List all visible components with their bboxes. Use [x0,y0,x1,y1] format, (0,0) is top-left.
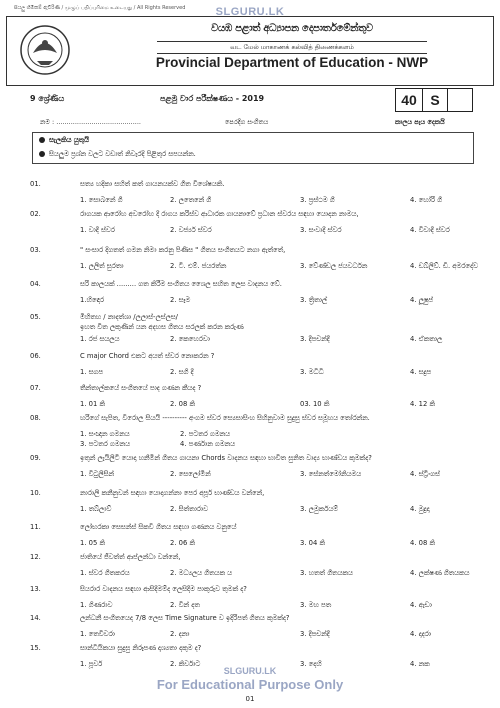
header-english: Provincial Department of Education - NWP [155,55,429,70]
answer-option-2[interactable]: 2. කිර්වාට [170,660,201,668]
answer-option-1[interactable]: 1. පූර්ව [80,660,103,668]
question-number: 02. [30,210,41,218]
answer-option-1[interactable]: 1. 05 කි [80,539,105,547]
bullet-icon [39,137,45,143]
answer-option-3[interactable]: 3. දෙහි [300,660,322,668]
question-text: මිහිතහ / නාදත්ශා /ලලාස්-ලස්ලස/ [80,313,178,321]
question-text: හරිගේ සැපිත, වීරොල සියයි ---------- අංගම ස්වර ස්‍යෙසාසිංහ සිහිනුවාම සුදුසු ස්වර සමූහය තෝරන්න. [80,414,370,422]
answer-option-1[interactable]: 1. ස්වර ගීතකරය [80,569,130,577]
answer-option-4[interactable]: 4. සදුප [410,368,432,376]
page-number: 01 [245,695,255,703]
question-text: සරි කාලයක් ......... ගත කිරීම සංගීතය ශෛල සහිත ලෙස වාදනය වේ. [80,280,282,288]
question-number: 01. [30,180,41,188]
paper-code-blank [448,89,472,111]
subject: පෙරදිග සංගීතය [225,118,269,126]
header-sinhala: වයඹ පළාත් අධ්‍යාපන දෙපාර්තමේන්තුව [211,23,373,34]
answer-option-3[interactable]: 3. ප්‍රස්ථම ගී [300,196,335,204]
question-number: 03. [30,246,41,254]
answer-option-4[interactable]: 4. මුදුදා [410,505,430,513]
watermark-top: SLGURU.LK [215,6,285,18]
paper-header [6,16,494,86]
question-text: තීන්තාල්කයේ සංගීතයේ පාද ගණන කීයද ? [80,384,202,392]
answer-option-2[interactable]: 2. දනා [170,630,190,638]
answer-option-4[interactable]: 4. ඒකතාල [410,335,443,343]
answer-option-3[interactable]: 3. සේනත්මෝනියමය [300,470,362,478]
question-number: 05. [30,313,41,321]
bullet-icon [39,151,45,157]
question-number: 14. [30,614,41,622]
answer-option-3[interactable]: 3. දීපචන්දී [300,335,330,343]
answer-option-3[interactable]: 3. ලමුර්කයම් [300,505,339,513]
answer-option-1[interactable]: 1. තෙවිවරා [80,630,115,638]
grade: 9 ශ්‍රේණිය [30,94,65,103]
answer-option-1[interactable]: 1. සගප [80,368,103,376]
question-number: 06. [30,352,41,360]
answer-option-4[interactable]: 4. හෝරි ගී [410,196,442,204]
question-number: 08. [30,414,41,422]
answer-option-2[interactable]: 2. සෙලෝමින් [170,470,211,478]
question-text: රාගයක ආරෝහ අවරෝහ දී රාගය කරිස්ව ආධාරක ගායනාවේ ප්‍රධාන ස්වරය සඳහා යොදන නාමය, [80,210,359,218]
watermark-bottom: SLGURU.LK [223,666,277,676]
answer-option-2[interactable]: 2. 06 කි [170,539,195,547]
answer-option-2[interactable]: 2. වර්ජ්‍ය ස්වර [170,226,212,234]
question-text: සාන්ධියිකයා සුදුසු නිරූපණ දෘශ්‍යතා දකුම ද? [80,644,202,652]
question-number: 10. [30,489,41,497]
answer-option-1[interactable]: 1.හිඳෙර [80,296,105,304]
paper-code-box [395,88,473,112]
answer-option-1[interactable]: 1. සංඥාන ගමනය [80,430,130,438]
answer-option-3[interactable]: 3. ත්‍රිතාල් [300,296,328,304]
answer-option-3[interactable]: 3. දීපචන්දී [300,630,330,638]
question-number: 07. [30,384,41,392]
answer-option-1[interactable]: 1. ලලිත් සුරතා [80,262,124,270]
term-title: පළමු වාර පරීක්ෂණය - 2019 [160,94,265,103]
answer-option-1[interactable]: 1. රජ සයලය [80,335,120,343]
answer-option-2[interactable]: 2. සිත්තාරාව [170,505,209,513]
question-text: සියරාර වාදනය සඳහා ආසිදීමම්ද ලෙසිදීම පාකුරුව තුමක් ද? [80,585,247,593]
answer-option-2[interactable]: 2. ලතෙනේ ගී [170,196,212,204]
answer-option-3[interactable]: 3. වේණ්ඩල ජයවර්ධන [300,262,368,270]
question-text: ලෝභරකා සෙසන්ස් සිකවී ගීතය සඳහා ගණනය වනුයේ [80,523,237,531]
answer-option-2[interactable]: 2. වින් දත [170,601,200,609]
question-number: 12. [30,553,41,561]
answer-option-1[interactable]: 1. වාදී ස්වර [80,226,115,234]
answer-option-4[interactable]: 4. 12 කි [410,400,435,408]
answer-option-4[interactable]: 4. ලක්ෂණ ගීතයකය [410,569,470,577]
answer-option-4[interactable]: 4. ලූෂුප් [410,296,434,304]
answer-option-4[interactable]: 4. පර්ණාන ගමනය [180,440,236,448]
answer-option-3[interactable]: 03. 10 කි [300,400,330,408]
answer-option-1[interactable]: 1. තබ්ලාව් [80,505,112,513]
answer-option-3[interactable]: 3. 04 කි [300,539,325,547]
answer-option-1[interactable]: 1. ගිණරාව [80,601,113,609]
answer-option-2[interactable]: 2. කෙහෙරවා [170,335,210,343]
answer-option-3[interactable]: 3. සංවාදී ස්වර [300,226,342,234]
answer-option-4[interactable]: 4. ඩබ්ලිව්. ඩී. අමරදේව [410,262,479,270]
answer-option-1[interactable]: 1. 01 කි [80,400,105,408]
answer-option-3[interactable]: 3. හතත් ගීතයකය [300,569,353,577]
answer-option-1[interactable]: 1. සොබනේ ගී [80,196,123,204]
question-number: 11. [30,523,41,531]
question-number: 15. [30,644,41,652]
instructions-heading: සැලකිය යුතුයි [49,136,90,144]
question-text: ලන්ධනී සංගීතයෙද 7/8 ලෙස Time Signature ව ඉදිරිපත් ගීතය කුමක්ද? [80,614,290,622]
footer-note: For Educational Purpose Only [156,677,344,692]
question-text: ඉතුන් ලැයිලිටි යොදා හනීමින් ගීතය ගායනා Chords වාදනය සඳහා භාවිත සුනිත වාද්‍ය භාණ්ඩය කුමක්ද? [80,454,372,462]
answer-option-2[interactable]: 2. සගි දී [170,368,194,376]
answer-option-3[interactable]: 3. මහ පත [300,601,332,609]
answer-option-3[interactable]: 3. මධිධි [300,368,324,376]
answer-option-4[interactable]: 4. 08 කි [410,539,435,547]
paper-medium: S [423,89,448,111]
student-name-field[interactable]: නම : ......................................... [40,118,141,126]
instructions-text: සියලුම ප්‍රශ්න වලට වඩාත් නිවැරදි පිළිතුර සපයන්න. [49,150,196,158]
answer-option-4[interactable]: 4. දාදරා [410,630,432,638]
copyright-note: සියලු හිමිකම් ඇවිරිණි / முழுப் பதிப்புரிமை உடையது / All Rights Reserved [14,5,186,11]
question-text: " සංසාර දිගතත් ගමන නිමා කරනු පිණිස " ගීතය සංගීතයට නගා ඇත්තේ, [80,246,286,254]
duration: කාලය පැය දෙකයි [395,118,445,126]
answer-option-1[interactable]: 1. විටුලිසින් [80,470,115,478]
question-note: ඉහත විත ලකුණින් යන අදහස ගීතය සරලක් කරන කරුණ [80,323,244,331]
provincial-emblem-icon [19,21,71,79]
answer-option-2[interactable]: 2. පටතර ගමනය [180,430,231,438]
question-text: ජාතියේ ජීවත්ත් ආප්ලන්ධා වන්නේ, [80,553,181,561]
exam-meta [0,88,500,112]
name-row [40,116,480,130]
answer-option-4[interactable]: 4. විවාදී ස්වර [410,226,450,234]
answer-option-2[interactable]: 2. සෑම [170,296,191,304]
answer-option-4[interactable]: 4. නක [410,660,430,668]
question-number: 04. [30,280,41,288]
header-tamil: வட மேல் மாகாணக் கல்வித் திணைக்களம் [157,41,427,54]
question-number: 09. [30,454,41,462]
question-text: C major Chord එකට අයත් ස්වර නොකරන ? [80,352,215,360]
answer-option-4[interactable]: 4. ස්ට්‍රිංගස් [410,470,440,478]
answer-option-3[interactable]: 3. පටතර ගමනය [80,440,131,448]
question-text: නාරාලි කනීනුවන් සඳහා යොදාගන්නා පෙර අපූර් භාණ්ඩය වන්නේ, [80,489,265,497]
answer-option-4[interactable]: 4. ඇඩා [410,601,432,609]
question-text: සත්‍ය හදිකා සහිත් කත් ගායනයක්ව ගීත විශේෂයකි. [80,180,225,188]
answer-option-2[interactable]: 2. 08 කි [170,400,195,408]
question-number: 13. [30,585,41,593]
answer-option-2[interactable]: 2. ටී. එම්. ජයරත්න [170,262,227,270]
paper-code: 40 [396,89,423,111]
instructions-box [32,132,474,164]
answer-option-2[interactable]: 2. මධ්‍යලය ගීතයක ය [170,569,233,577]
